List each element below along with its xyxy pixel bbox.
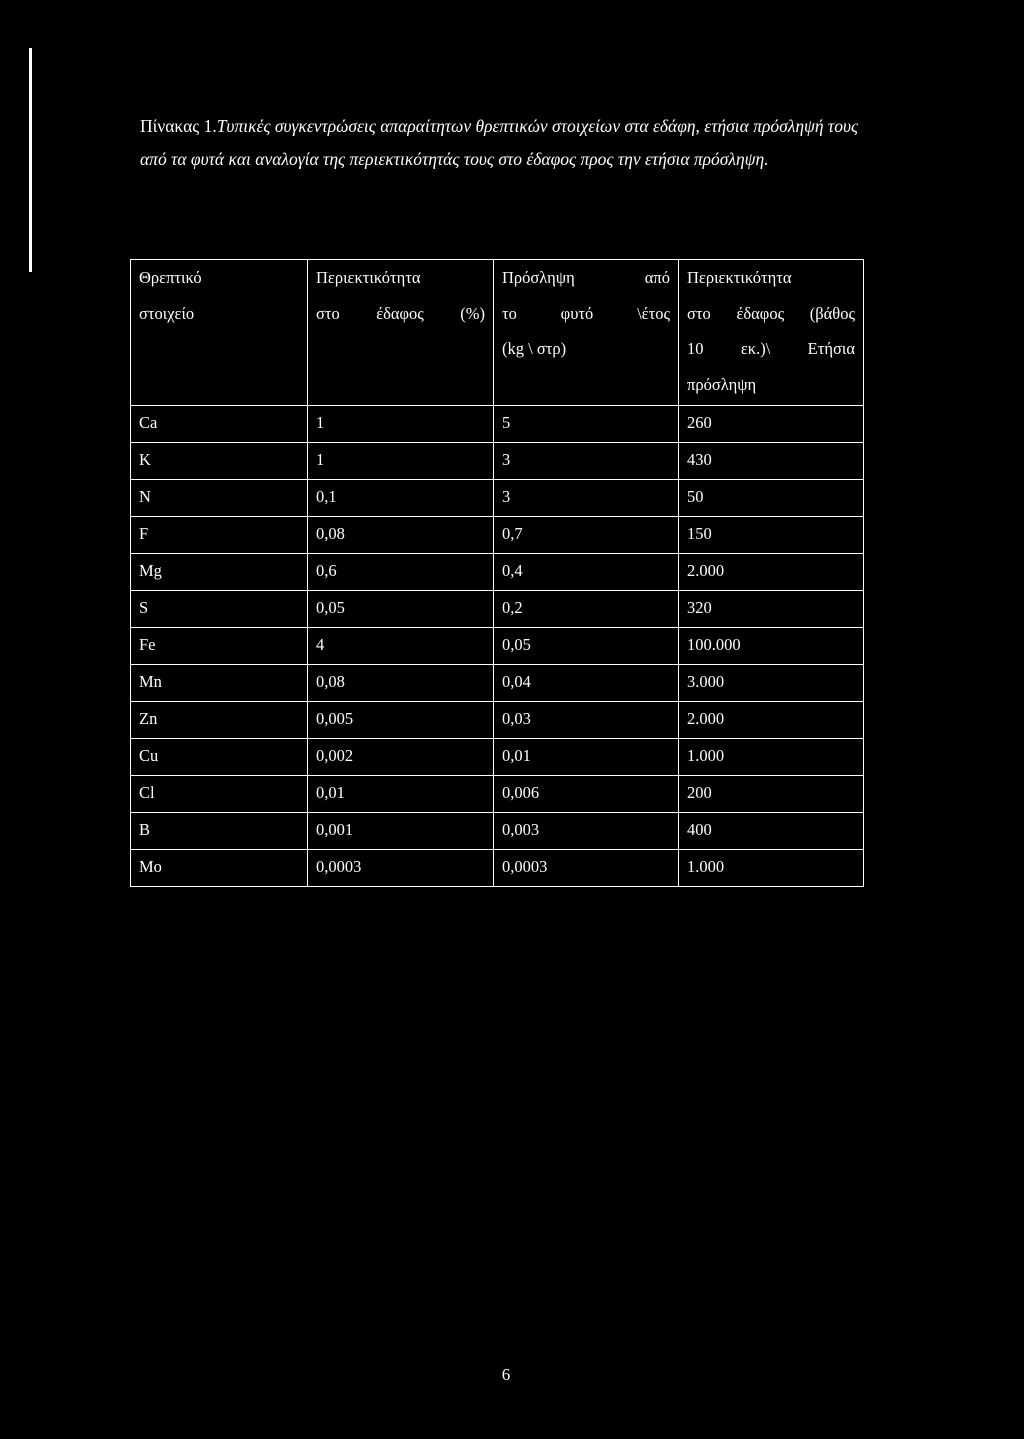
table-row xyxy=(131,591,864,628)
cell-soil: 1 xyxy=(308,406,494,443)
table-row xyxy=(131,739,864,776)
header-line: στο έδαφος (%) xyxy=(316,303,485,323)
cell-uptake: 0,05 xyxy=(494,628,679,665)
cell-element: B xyxy=(131,813,308,850)
header-line: στο έδαφος (βάθος xyxy=(687,303,855,323)
header-nutrient xyxy=(131,260,308,406)
cell-element: Ca xyxy=(131,406,308,443)
cell-soil: 0,08 xyxy=(308,665,494,702)
cell-soil: 0,01 xyxy=(308,776,494,813)
header-plant-uptake xyxy=(494,260,679,406)
header-line: Θρεπτικό xyxy=(139,268,202,287)
table-row xyxy=(131,665,864,702)
header-line: Περιεκτικότητα xyxy=(687,268,792,287)
header-line: στοιχείο xyxy=(139,303,195,323)
cell-soil: 0,05 xyxy=(308,591,494,628)
table-row xyxy=(131,776,864,813)
table-header-row xyxy=(131,260,864,406)
cell-element: Zn xyxy=(131,702,308,739)
table-row xyxy=(131,628,864,665)
cell-soil: 1 xyxy=(308,443,494,480)
cell-ratio: 430 xyxy=(679,443,864,480)
cell-uptake: 0,04 xyxy=(494,665,679,702)
table-row xyxy=(131,850,864,887)
cell-uptake: 0,0003 xyxy=(494,850,679,887)
cell-soil: 0,1 xyxy=(308,480,494,517)
cell-ratio: 260 xyxy=(679,406,864,443)
table-row xyxy=(131,813,864,850)
cell-ratio: 200 xyxy=(679,776,864,813)
cell-uptake: 3 xyxy=(494,480,679,517)
cell-ratio: 3.000 xyxy=(679,665,864,702)
cell-uptake: 0,01 xyxy=(494,739,679,776)
cell-ratio: 1.000 xyxy=(679,739,864,776)
cell-soil: 0,002 xyxy=(308,739,494,776)
table-row xyxy=(131,517,864,554)
cell-element: Mn xyxy=(131,665,308,702)
nutrients-table xyxy=(130,259,864,887)
table-row xyxy=(131,554,864,591)
cell-soil: 0,0003 xyxy=(308,850,494,887)
cell-ratio: 150 xyxy=(679,517,864,554)
table-row xyxy=(131,702,864,739)
page-number: 6 xyxy=(501,1365,511,1384)
cell-element: Mg xyxy=(131,554,308,591)
table-row xyxy=(131,406,864,443)
cell-uptake: 0,003 xyxy=(494,813,679,850)
cell-uptake: 0,7 xyxy=(494,517,679,554)
cell-ratio: 2.000 xyxy=(679,702,864,739)
cell-ratio: 320 xyxy=(679,591,864,628)
cell-element: F xyxy=(131,517,308,554)
cell-ratio: 400 xyxy=(679,813,864,850)
cell-soil: 0,001 xyxy=(308,813,494,850)
header-line: 10 εκ.)\ Ετήσια xyxy=(687,339,855,358)
cell-uptake: 0,2 xyxy=(494,591,679,628)
cell-soil: 0,08 xyxy=(308,517,494,554)
cell-uptake: 5 xyxy=(494,406,679,443)
cell-element: N xyxy=(131,480,308,517)
cell-element: S xyxy=(131,591,308,628)
cell-ratio: 50 xyxy=(679,480,864,517)
table-caption xyxy=(140,110,880,176)
cell-uptake: 3 xyxy=(494,443,679,480)
cell-element: Mo xyxy=(131,850,308,887)
cell-ratio: 100.000 xyxy=(679,628,864,665)
cell-element: Cu xyxy=(131,739,308,776)
cell-element: K xyxy=(131,443,308,480)
caption-label: Πίνακας 1. xyxy=(140,116,217,136)
cell-element: Fe xyxy=(131,628,308,665)
cell-element: Cl xyxy=(131,776,308,813)
cell-soil: 4 xyxy=(308,628,494,665)
header-line: Περιεκτικότητα xyxy=(316,268,421,287)
header-ratio xyxy=(679,260,864,406)
table-row xyxy=(131,480,864,517)
header-line: πρόσληψη xyxy=(687,374,757,394)
cell-soil: 0,6 xyxy=(308,554,494,591)
cell-uptake: 0,03 xyxy=(494,702,679,739)
header-line: Πρόσληψη από xyxy=(502,268,670,287)
caption-text: Τυπικές συγκεντρώσεις απαραίτητων θρεπτικών στοιχείων στα εδάφη, ετήσια πρόσληψή τους από τα φυτά και αναλογία της περιεκτικότητάς τους στο έδαφος προς την ετήσια πρόσληψη. xyxy=(140,116,859,169)
cell-uptake: 0,006 xyxy=(494,776,679,813)
cell-soil: 0,005 xyxy=(308,702,494,739)
header-soil-content xyxy=(308,260,494,406)
page-edge-line xyxy=(29,48,32,272)
cell-ratio: 2.000 xyxy=(679,554,864,591)
cell-ratio: 1.000 xyxy=(679,850,864,887)
table-row xyxy=(131,443,864,480)
cell-uptake: 0,4 xyxy=(494,554,679,591)
header-line: το φυτό \έτος xyxy=(502,303,670,323)
header-line: (kg \ στρ) xyxy=(502,339,567,358)
